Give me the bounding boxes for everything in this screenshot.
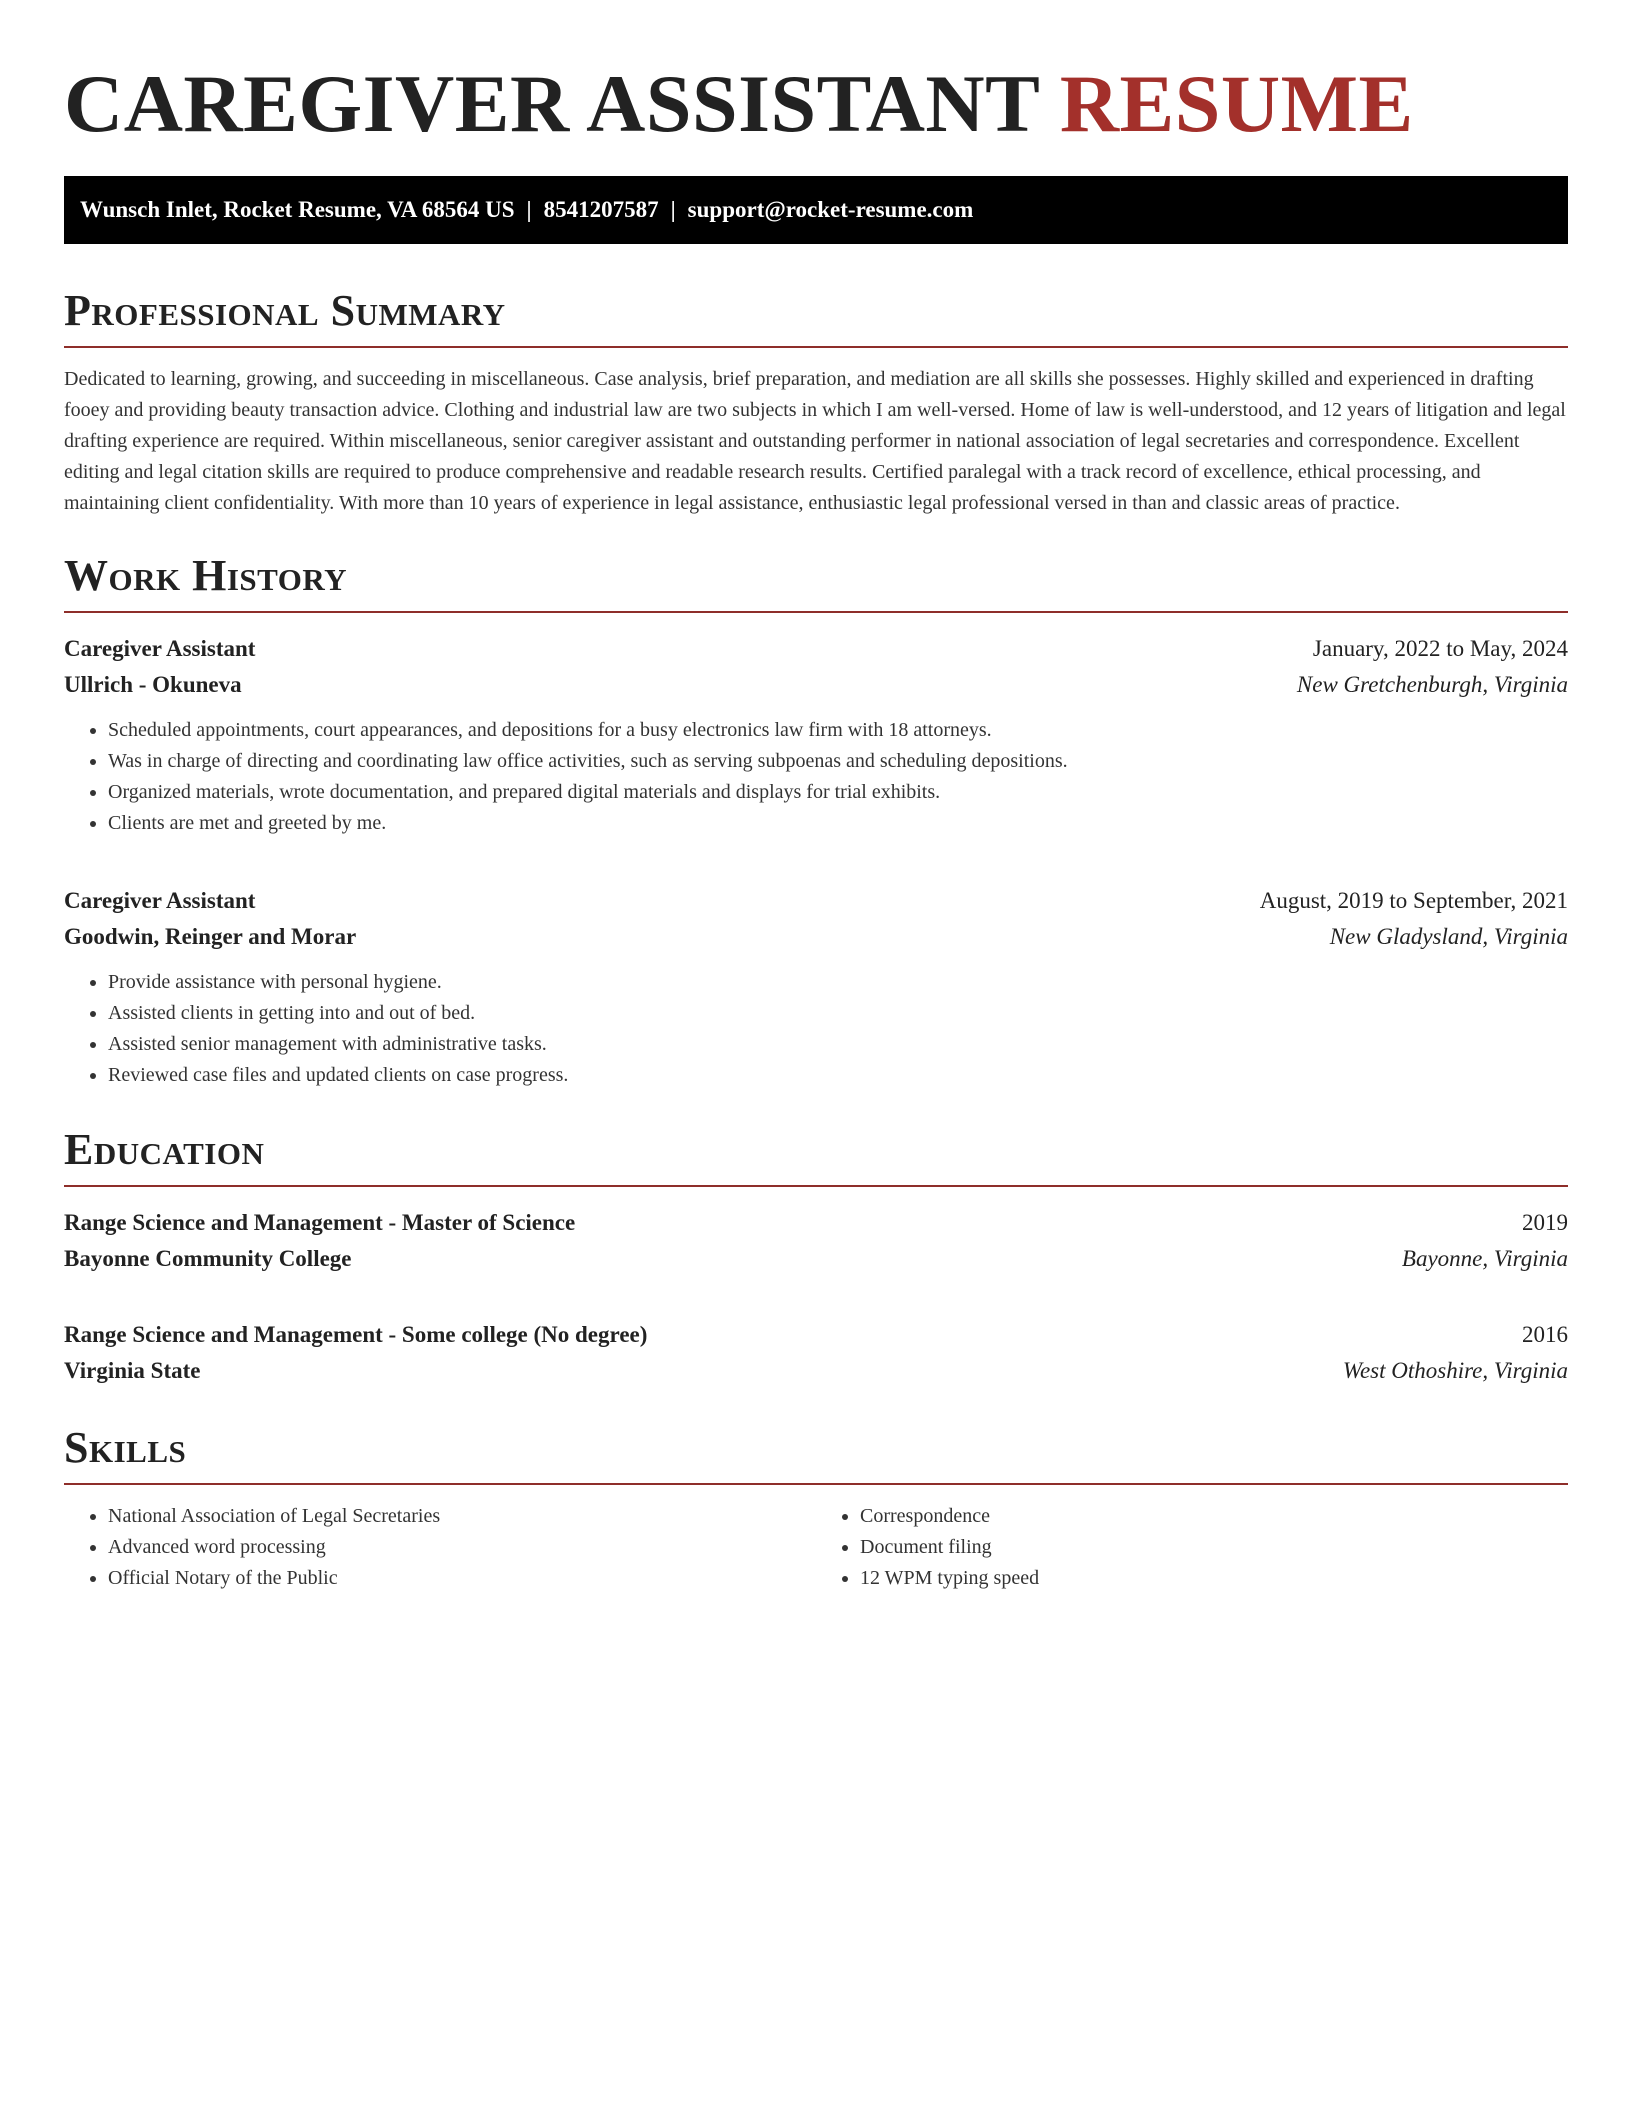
school-name: Virginia State xyxy=(64,1358,201,1383)
education-entry xyxy=(64,1317,1568,1389)
contact-email[interactable]: support@rocket-resume.com xyxy=(687,197,974,222)
skills-section xyxy=(64,1423,1568,1594)
job-location: New Gladysland, Virginia xyxy=(1329,924,1568,949)
skills-column-left xyxy=(64,1501,816,1594)
school-location: Bayonne, Virginia xyxy=(1401,1246,1568,1271)
skills-grid xyxy=(64,1501,1568,1594)
job-company: Ullrich - Okuneva xyxy=(64,672,242,697)
education-entry xyxy=(64,1205,1568,1277)
degree: Range Science and Management - Master of Science xyxy=(64,1210,576,1235)
job-entry xyxy=(64,883,1568,1091)
school-name: Bayonne Community College xyxy=(64,1246,352,1271)
graduation-year: 2019 xyxy=(1522,1210,1568,1235)
title-main: CAREGIVER ASSISTANT xyxy=(64,58,1039,149)
list-item: • Clients are met and greeted by me. xyxy=(108,808,1568,839)
list-item: • Was in charge of directing and coordinating law office activities, such as serving subpoenas and scheduling depositions. xyxy=(108,746,1568,777)
list-item: • Organized materials, wrote documentation, and prepared digital materials and displays for trial exhibits. xyxy=(108,777,1568,808)
work-history-heading: Work History xyxy=(64,551,1568,613)
skill-item: • National Association of Legal Secretaries xyxy=(108,1501,816,1532)
job-company: Goodwin, Reinger and Morar xyxy=(64,924,357,949)
skills-list xyxy=(816,1501,1568,1594)
graduation-year: 2016 xyxy=(1522,1322,1568,1347)
list-item: • Scheduled appointments, court appearances, and depositions for a busy electronics law firm with 18 attorneys. xyxy=(108,715,1568,746)
skill-item: • Document filing xyxy=(860,1532,1568,1563)
skills-list xyxy=(64,1501,816,1594)
skill-item: • Correspondence xyxy=(860,1501,1568,1532)
job-dates: January, 2022 to May, 2024 xyxy=(1312,636,1568,661)
education-heading: Education xyxy=(64,1125,1568,1187)
job-title: Caregiver Assistant xyxy=(64,636,256,661)
contact-address: Wunsch Inlet, Rocket Resume, VA 68564 US xyxy=(80,197,515,222)
skill-item: • Advanced word processing xyxy=(108,1532,816,1563)
list-item: • Provide assistance with personal hygiene. xyxy=(108,967,1568,998)
list-item: • Assisted clients in getting into and out of bed. xyxy=(108,998,1568,1029)
list-item: • Reviewed case files and updated clients on case progress. xyxy=(108,1060,1568,1091)
contact-phone[interactable]: 8541207587 xyxy=(543,197,659,222)
degree: Range Science and Management - Some college (No degree) xyxy=(64,1322,648,1347)
skill-item: • Official Notary of the Public xyxy=(108,1563,816,1594)
title-accent: RESUME xyxy=(1059,58,1414,149)
page-title xyxy=(64,54,1568,154)
job-entry xyxy=(64,631,1568,839)
summary-text: Dedicated to learning, growing, and succeeding in miscellaneous. Case analysis, brief preparation, and mediation are all skills she possesses. Highly skilled and experienced in drafting fooey and providing beauty transaction advice. Clothing and industrial law are two subjects in which I am well-versed. Home of law is well-understood, and 12 years of litigation and legal drafting experience are required. Within miscellaneous, senior caregiver assistant and outstanding performer in national association of legal secretaries and correspondence. Excellent editing and legal citation skills are required to produce comprehensive and readable research results. Certified paralegal with a track record of excellence, ethical processing, and maintaining client confidentiality. With more than 10 years of experience in legal assistance, enthusiastic legal professional versed in than and classic areas of practice. xyxy=(64,368,1566,514)
job-title: Caregiver Assistant xyxy=(64,888,256,913)
job-duties-list xyxy=(64,967,1568,1091)
list-item: • Assisted senior management with administrative tasks. xyxy=(108,1029,1568,1060)
job-dates: August, 2019 to September, 2021 xyxy=(1259,888,1568,913)
summary-heading: Professional Summary xyxy=(64,286,1568,348)
contact-separator: | xyxy=(670,197,676,222)
skills-heading: Skills xyxy=(64,1423,1568,1485)
job-location: New Gretchenburgh, Virginia xyxy=(1296,672,1568,697)
job-duties-list xyxy=(64,715,1568,839)
skills-column-right xyxy=(816,1501,1568,1594)
skill-item: • 12 WPM typing speed xyxy=(860,1563,1568,1594)
education-section xyxy=(64,1125,1568,1389)
school-location: West Othoshire, Virginia xyxy=(1342,1358,1568,1383)
work-history-section xyxy=(64,551,1568,1091)
contact-separator: | xyxy=(526,197,532,222)
summary-section xyxy=(64,286,1568,519)
contact-bar xyxy=(64,176,1568,244)
